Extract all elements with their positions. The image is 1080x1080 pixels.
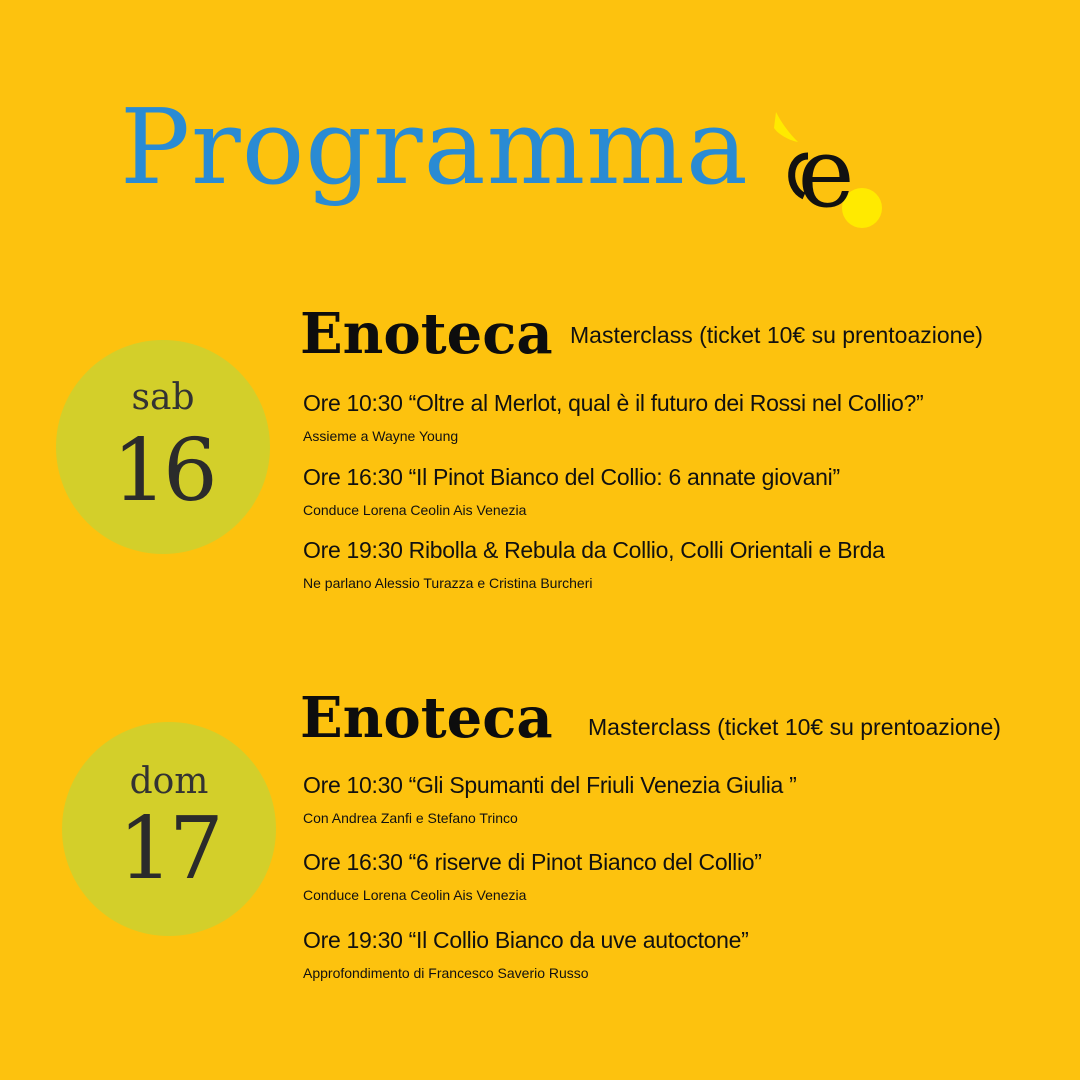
day-number: 17 xyxy=(118,799,220,899)
session-item xyxy=(303,850,762,904)
session-title: Ore 19:30 Ribolla & Rebula da Collio, Colli Orientali e Brda xyxy=(303,537,885,563)
venue-note: Masterclass (ticket 10€ su prentoazione) xyxy=(570,322,983,348)
day-number: 16 xyxy=(112,421,214,521)
brand-logo-icon xyxy=(768,110,888,230)
session-title: Ore 10:30 “Gli Spumanti del Friuli Venezia Giulia ” xyxy=(303,772,797,798)
day-badge-dom xyxy=(62,722,276,936)
session-host: Assieme a Wayne Young xyxy=(303,428,459,445)
page-title: Programma xyxy=(120,86,749,208)
session-item xyxy=(303,391,923,445)
venue-title: Enoteca xyxy=(300,301,553,367)
session-host: Conduce Lorena Ceolin Ais Venezia xyxy=(303,502,527,519)
session-item xyxy=(303,773,797,827)
session-title: Ore 16:30 “Il Pinot Bianco del Collio: 6 annate giovani” xyxy=(303,464,840,490)
day-badge-sab xyxy=(56,340,270,554)
session-title: Ore 16:30 “6 riserve di Pinot Bianco del Collio” xyxy=(303,849,762,875)
session-item xyxy=(303,928,749,982)
venue-note: Masterclass (ticket 10€ su prentoazione) xyxy=(588,714,1001,740)
session-host: Approfondimento di Francesco Saverio Russo xyxy=(303,965,589,982)
session-host: Ne parlano Alessio Turazza e Cristina Burcheri xyxy=(303,575,593,592)
session-host: Conduce Lorena Ceolin Ais Venezia xyxy=(303,887,527,904)
day-name: sab xyxy=(131,377,195,418)
session-item xyxy=(303,465,840,519)
session-host: Con Andrea Zanfi e Stefano Trinco xyxy=(303,810,518,827)
session-title: Ore 19:30 “Il Collio Bianco da uve autoctone” xyxy=(303,927,749,953)
session-title: Ore 10:30 “Oltre al Merlot, qual è il futuro dei Rossi nel Collio?” xyxy=(303,390,924,416)
venue-title: Enoteca xyxy=(300,685,553,751)
day-name: dom xyxy=(129,761,209,802)
svg-text:e: e xyxy=(797,117,855,229)
session-item xyxy=(303,538,885,592)
